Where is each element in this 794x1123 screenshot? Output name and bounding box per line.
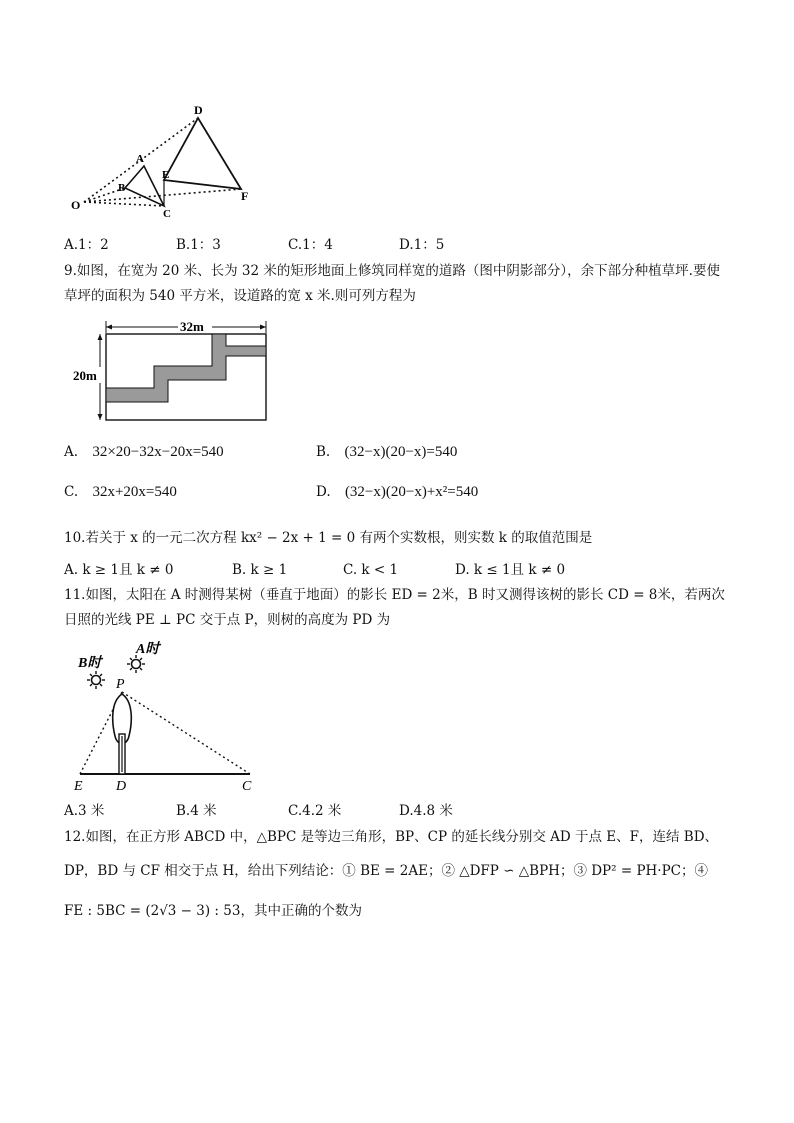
q9-option-a-formula: 32×20−32x−20x=540 xyxy=(92,444,224,460)
label-c: C xyxy=(163,208,171,220)
q8-option-a[interactable]: A.1：2 xyxy=(64,237,109,253)
label-a: A xyxy=(136,153,144,165)
q8-option-d[interactable]: D.1：5 xyxy=(399,237,445,253)
arrow-up-icon xyxy=(98,334,103,340)
q11-option-d[interactable]: D.4.8 米 xyxy=(399,803,453,819)
label-o: O xyxy=(71,198,81,212)
triangle-def xyxy=(164,118,241,189)
label-b: B xyxy=(118,182,126,194)
q10-option-c[interactable]: C. k < 1 xyxy=(343,562,399,578)
label-a-time: A时 xyxy=(136,642,160,657)
arrow-right-icon xyxy=(260,325,266,330)
sun-a-icon xyxy=(127,655,145,673)
sun-b-icon xyxy=(87,671,105,689)
q11-stem-line2: 日照的光线 PE ⊥ PC 交于点 P，则树的高度为 PD 为 xyxy=(64,612,391,628)
q12-stem-line2: DP，BD 与 CF 相交于点 H，给出下列结论：① BE = 2AE；② △DFP ∽ △BPH；③ DP² = PH·PC；④ xyxy=(64,863,709,879)
tree-icon xyxy=(113,694,132,774)
ray-of xyxy=(84,189,241,202)
q8-option-c[interactable]: C.1：4 xyxy=(288,237,333,253)
arrow-left-icon xyxy=(106,325,112,330)
q9-option-d[interactable] xyxy=(316,482,478,502)
q10-option-a[interactable]: A. k ≥ 1且 k ≠ 0 xyxy=(64,562,174,578)
q12-stem-line1: 12.如图，在正方形 ABCD 中，△BPC 是等边三角形，BP、CP 的延长线分别交 AD 于点 E、F，连结 BD、 xyxy=(64,829,719,845)
q11-option-c[interactable]: C.4.2 米 xyxy=(288,803,342,819)
dim-label-20m: 20m xyxy=(73,368,97,383)
triangle-abc xyxy=(125,166,164,206)
q11-stem-line1: 11.如图，太阳在 A 时测得某树（垂直于地面）的影长 ED = 2米，B 时又测得该树的影长 CD = 8米，若两次 xyxy=(64,587,725,603)
q9-option-a[interactable] xyxy=(64,442,224,462)
q10-stem: 10.若关于 x 的一元二次方程 kx² − 2x + 1 = 0 有两个实数根，则实数 k 的取值范围是 xyxy=(64,530,593,546)
q9-option-c-label: C. xyxy=(64,484,79,500)
q9-option-b-label: B. xyxy=(316,444,331,460)
q11-option-b[interactable]: B.4 米 xyxy=(176,803,217,819)
q10-option-b[interactable]: B. k ≥ 1 xyxy=(232,562,288,578)
q9-option-a-label: A. xyxy=(64,444,79,460)
q10-option-d[interactable]: D. k ≤ 1且 k ≠ 0 xyxy=(455,562,566,578)
q9-figure xyxy=(70,316,275,424)
label-e: E xyxy=(162,169,170,181)
label-f: F xyxy=(241,189,249,203)
ray-oc xyxy=(84,202,164,206)
label-d: D xyxy=(194,103,203,117)
q11-option-a[interactable]: A.3 米 xyxy=(64,803,105,819)
q9-option-c-formula: 32x+20x=540 xyxy=(92,484,177,500)
q11-figure xyxy=(66,640,266,796)
label-e: E xyxy=(74,779,83,794)
q8-figure xyxy=(68,100,258,220)
q9-stem-line1: 9.如图，在宽为 20 米、长为 32 米的矩形地面上修筑同样宽的道路（图中阴影部分），余下部分种植草坪.要使 xyxy=(64,263,720,279)
q8-option-b[interactable]: B.1：3 xyxy=(176,237,221,253)
label-d: D xyxy=(116,779,127,794)
q9-option-c[interactable] xyxy=(64,482,177,502)
q9-option-d-formula: (32−x)(20−x)+x²=540 xyxy=(344,484,479,500)
label-b-time: B时 xyxy=(78,656,102,671)
q9-option-d-label: D. xyxy=(316,484,331,500)
q9-stem-line2: 草坪的面积为 540 平方米，设道路的宽 x 米.则可列方程为 xyxy=(64,288,416,304)
q12-stem-line3: FE : 5BC = (2√3 − 3) : 53，其中正确的个数为 xyxy=(64,903,362,919)
ray-pc xyxy=(122,692,250,774)
q9-option-b-formula: (32−x)(20−x)=540 xyxy=(344,444,458,460)
dim-label-32m: 32m xyxy=(180,319,204,334)
arrow-down-icon xyxy=(98,414,103,420)
label-p: P xyxy=(116,677,125,692)
label-c: C xyxy=(242,779,252,794)
q9-option-b[interactable] xyxy=(316,442,457,462)
